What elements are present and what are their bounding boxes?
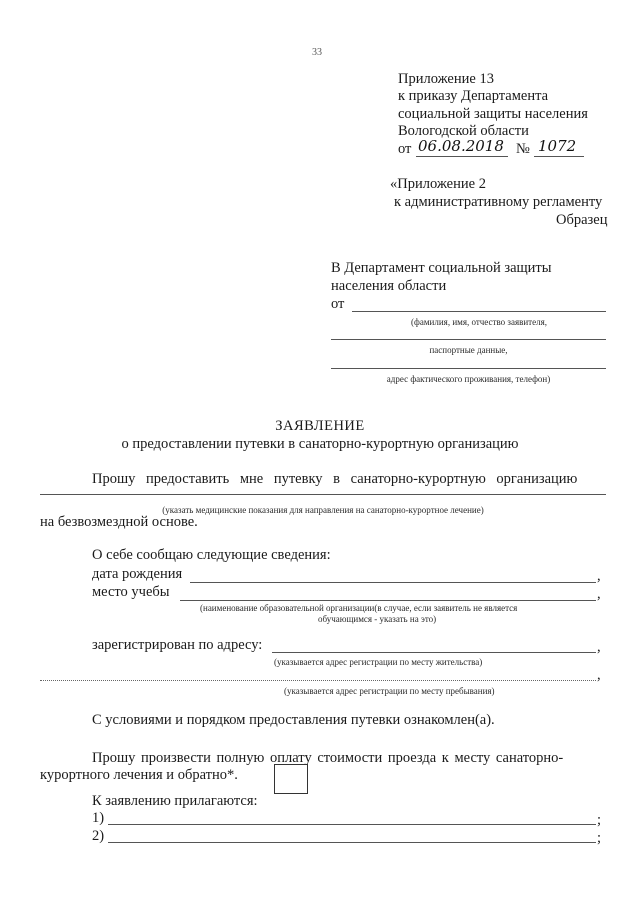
registered-label: зарегистрирован по адресу:	[92, 637, 263, 653]
attachment-1-line[interactable]	[108, 824, 596, 825]
sample-label: Образец	[556, 212, 608, 228]
travel-line1: Прошу произвести полную оплату стоимости проезда к месту санаторно-	[92, 750, 564, 766]
registration-stay-line[interactable]	[40, 680, 596, 681]
info-intro: О себе сообщаю следующие сведения:	[92, 547, 331, 563]
registration-caption-1: (указывается адрес регистрации по месту жительства)	[274, 657, 483, 667]
order-number: 1072	[538, 137, 577, 155]
request-basis: на безвозмездной основе.	[40, 514, 198, 530]
registration-residence-line[interactable]	[272, 652, 596, 653]
study-caption-2: обучающимся - указать на это)	[318, 614, 437, 624]
registration-stay-comma: ,	[597, 667, 601, 683]
registration-caption-2: (указывается адрес регистрации по месту пребывания)	[284, 686, 495, 696]
attachment-2-line[interactable]	[108, 842, 596, 843]
appendix-13-line2: к приказу Департамента	[398, 88, 549, 104]
applicant-passport-line[interactable]	[331, 339, 606, 340]
appendix-13-title: Приложение 13	[398, 71, 494, 87]
caption-name: (фамилия, имя, отчество заявителя,	[411, 317, 547, 327]
study-place-comma: ,	[597, 586, 601, 602]
attachments-label: К заявлению прилагаются:	[92, 793, 258, 809]
order-from-label: от	[398, 141, 412, 157]
addressee-line1: В Департамент социальной защиты	[331, 260, 552, 276]
document-title: ЗАЯВЛЕНИЕ	[275, 418, 365, 434]
attachment-2-index: 2)	[92, 828, 105, 844]
study-place-line[interactable]	[180, 600, 596, 601]
attachment-2-semicolon: ;	[597, 830, 602, 846]
medical-indications-line[interactable]	[40, 494, 606, 495]
registration-comma: ,	[597, 639, 601, 655]
appendix-13-line4: Вологодской области	[398, 123, 529, 139]
study-place-label: место учебы	[92, 584, 170, 600]
caption-passport: паспортные данные,	[429, 345, 508, 355]
applicant-address-line[interactable]	[331, 368, 606, 369]
study-caption-1: (наименование образовательной организации(в случае, если заявитель не является	[200, 603, 518, 613]
birth-date-label: дата рождения	[92, 566, 183, 582]
birth-date-comma: ,	[597, 568, 601, 584]
birth-date-line[interactable]	[190, 582, 596, 583]
travel-line2: курортного лечения и обратно*.	[40, 767, 238, 783]
applicant-name-line[interactable]	[352, 311, 606, 312]
request-caption: (указать медицинские показания для направления на санаторно-курортное лечение)	[162, 505, 484, 515]
addressee-line2: населения области	[331, 278, 447, 294]
appendix-2-line2: к административному регламенту	[394, 194, 603, 210]
attachment-1-index: 1)	[92, 810, 105, 826]
conditions-text: С условиями и порядком предоставления путевки ознакомлен(а).	[92, 712, 495, 728]
order-date: 06.08.2018	[418, 137, 504, 155]
attachment-1-semicolon: ;	[597, 812, 602, 828]
request-text: Прошу предоставить мне путевку в санаторно-курортную организацию	[92, 471, 578, 487]
appendix-2-title: «Приложение 2	[390, 176, 486, 192]
travel-checkbox[interactable]	[274, 764, 308, 794]
appendix-13-line3: социальной защиты населения	[398, 106, 588, 122]
document-subtitle: о предоставлении путевки в санаторно-курортную организацию	[121, 436, 519, 452]
page-number: 33	[312, 47, 322, 58]
applicant-from-label: от	[331, 296, 345, 312]
order-number-label: №	[516, 141, 530, 157]
caption-address: адрес фактического проживания, телефон)	[386, 374, 551, 384]
